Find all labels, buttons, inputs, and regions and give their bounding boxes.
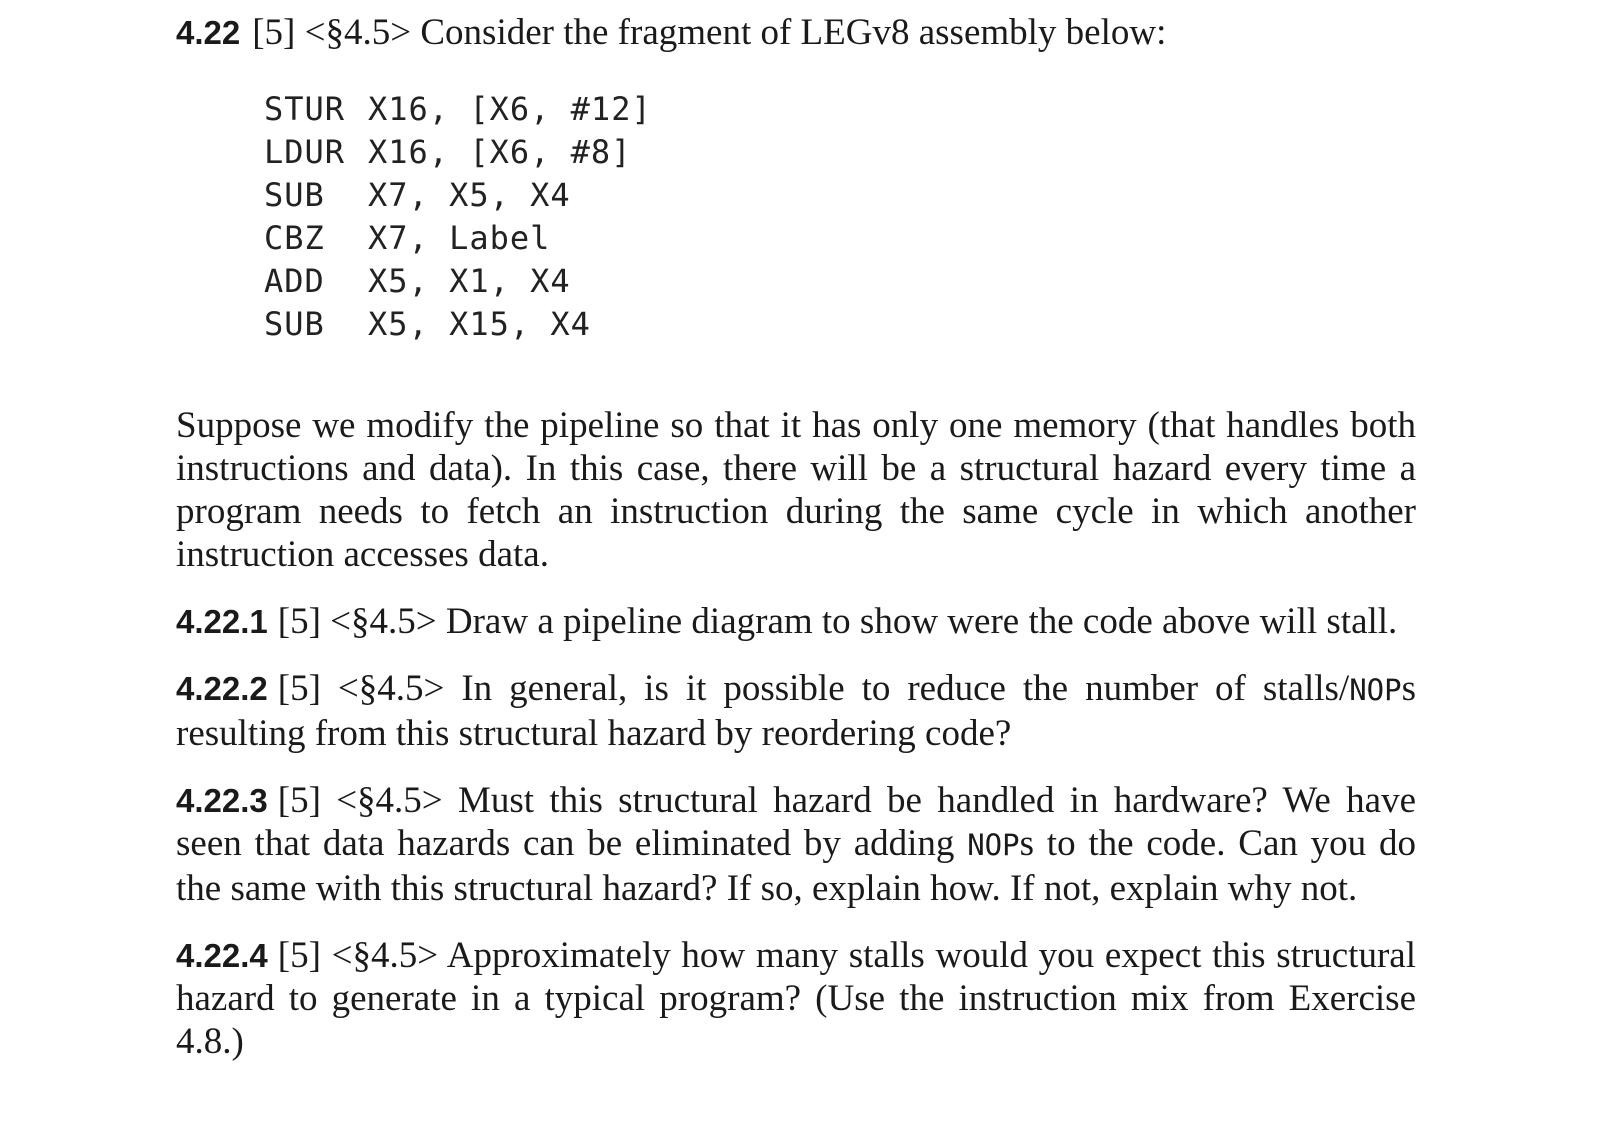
code-operands: X5, X15, X4 — [368, 305, 591, 343]
subexercise-meta: [5] <§4.5> — [277, 780, 443, 821]
exercise-number: 4.22 — [176, 14, 241, 51]
code-opcode: SUB — [264, 305, 325, 343]
subexercise-text: Must this structural hazard be handled in hardware? We have seen that data hazards can be eliminated by adding — [176, 780, 1416, 864]
code-line — [264, 174, 1416, 217]
subexercise-text: In general, is it possible to reduce the number of stalls/ — [461, 668, 1350, 709]
subexercise-meta: [5] <§4.5> — [277, 668, 445, 709]
subexercise-meta: [5] <§4.5> — [277, 601, 437, 642]
code-opcode: CBZ — [264, 219, 325, 257]
code-operands: X16, [X6, #8] — [368, 133, 632, 171]
code-operands: X7, Label — [368, 219, 551, 257]
code-line — [264, 217, 1416, 260]
subexercise-4-22-1 — [176, 600, 1416, 643]
nop-mono-term: NOP — [1349, 673, 1402, 707]
subexercise-text: Approximately how many stalls would you expect this structural hazard to generate in a typical program? (Use the instruction mix from Exercise 4.8.) — [176, 935, 1416, 1062]
subexercise-number: 4.22.4 — [176, 937, 268, 974]
exercise-page — [176, 8, 1416, 1063]
nop-mono-term: NOP — [967, 828, 1020, 862]
subexercise-4-22-4 — [176, 934, 1416, 1063]
code-line — [264, 260, 1416, 303]
code-operands: X16, [X6, #12] — [368, 90, 652, 128]
code-operands: X7, X5, X4 — [368, 176, 571, 214]
subexercise-text: Draw a pipeline diagram to show were the code above will stall. — [445, 601, 1398, 642]
code-opcode: LDUR — [264, 133, 346, 171]
code-line — [264, 131, 1416, 174]
subexercise-number: 4.22.3 — [176, 782, 268, 819]
subexercise-number: 4.22.1 — [176, 603, 268, 640]
code-opcode: SUB — [264, 176, 325, 214]
subexercise-number: 4.22.2 — [176, 670, 268, 707]
subexercise-4-22-3 — [176, 779, 1416, 910]
subexercise-4-22-2 — [176, 667, 1416, 755]
exercise-title: Consider the fragment of LEGv8 assembly below: — [420, 12, 1167, 53]
code-opcode: ADD — [264, 262, 325, 300]
subexercise-meta: [5] <§4.5> — [277, 935, 439, 976]
code-opcode: STUR — [264, 90, 346, 128]
exercise-meta: [5] <§4.5> — [252, 12, 412, 53]
intro-paragraph: Suppose we modify the pipeline so that it has only one memory (that handles both instructions and data). In this case, there will be a structural hazard every time a program needs to fetch an instruction during the same cycle in which another instruction accesses data. — [176, 405, 1416, 575]
subexercise-text-continued: s to the code. Can you do the same with this structural hazard? If so, explain how. If not, explain why not. — [176, 823, 1416, 909]
code-line — [264, 303, 1416, 346]
subexercise-text-continued: s resulting from this structural hazard by reordering code? — [176, 668, 1416, 754]
code-operands: X5, X1, X4 — [368, 262, 571, 300]
exercise-heading — [176, 8, 1416, 58]
code-line — [264, 88, 1416, 131]
assembly-code-block — [264, 88, 1416, 346]
